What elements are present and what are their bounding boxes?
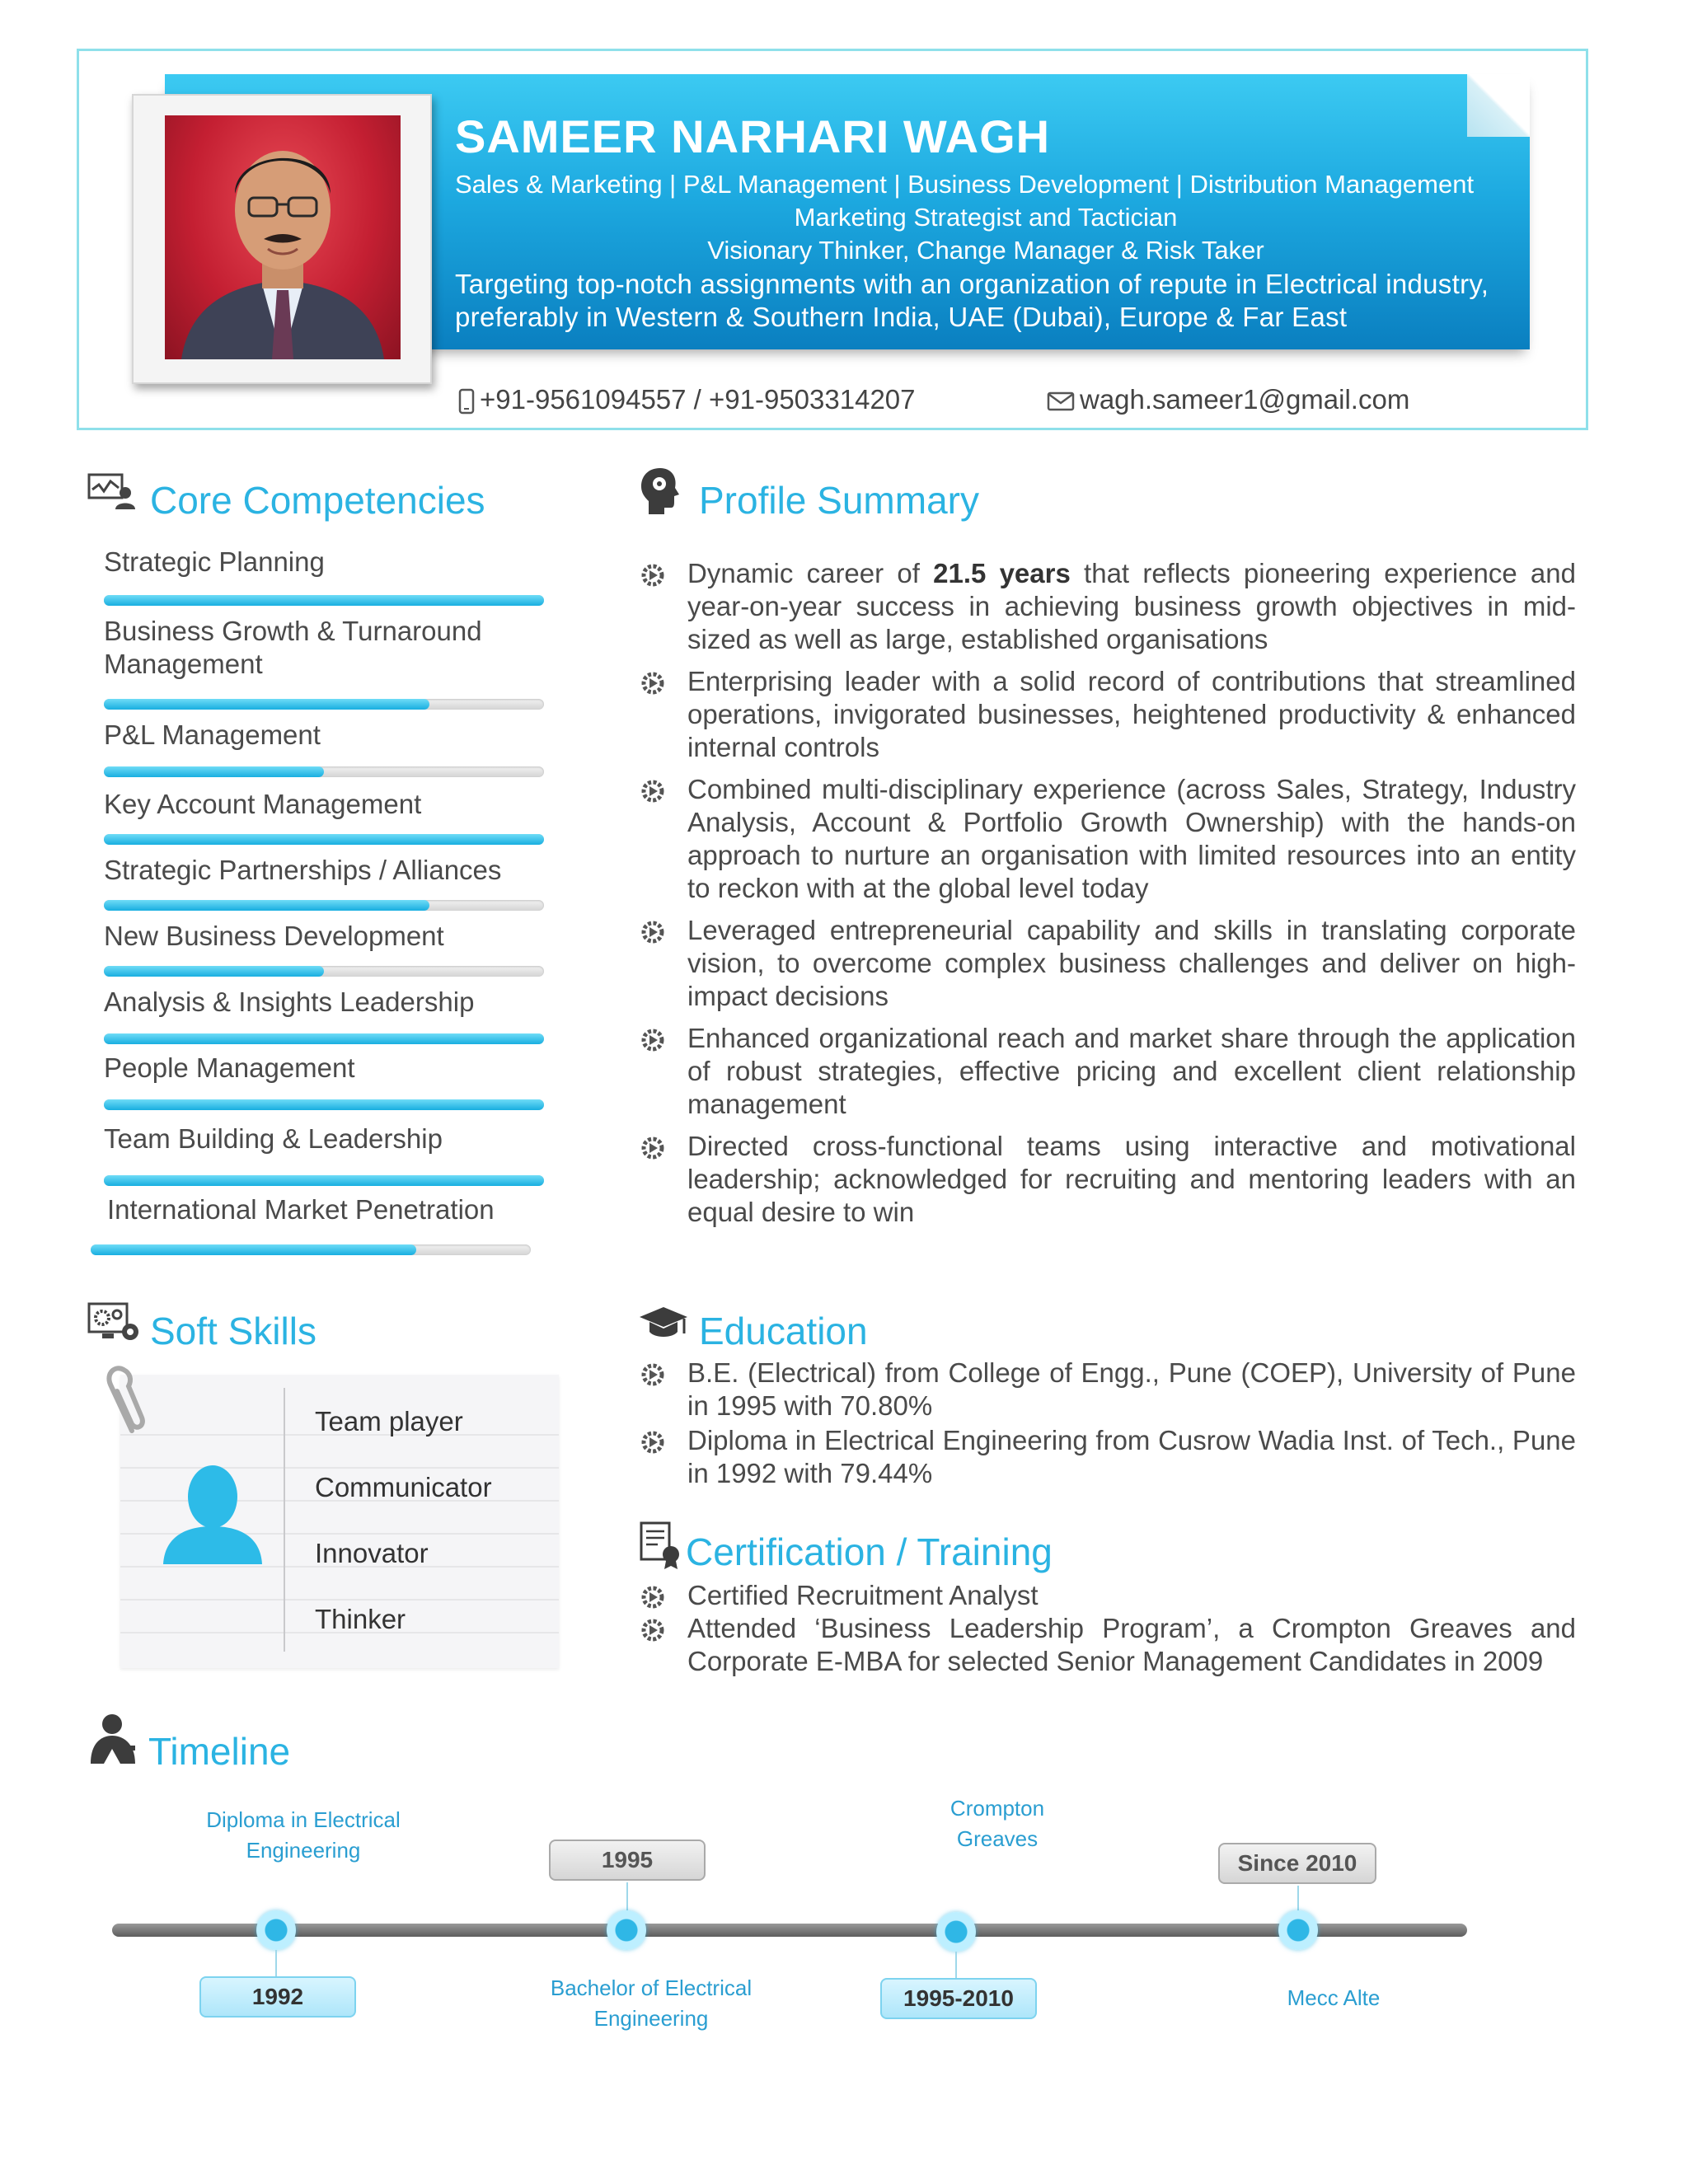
gear-bullet-icon [641,1586,664,1609]
candidate-name: SAMEER NARHARI WAGH [455,110,1051,162]
competency-label [104,1052,355,1085]
competency-progress-bar [104,966,544,977]
soft-skill-item: Communicator [315,1472,492,1502]
education-list [641,1357,1576,1492]
bullet-highlight: 21.5 years [933,558,1071,588]
gear-bullet-icon [641,780,664,803]
competency-label [104,920,444,953]
timeline-connector [955,1952,957,1981]
bullet-text: Dynamic career of [687,558,934,588]
competency-progress-bar [104,1099,544,1110]
competency-label [104,986,474,1019]
mobile-phone-icon [458,388,475,415]
profile-summary-list [641,557,1576,1238]
competency-label [104,546,325,579]
competency-label-text: New Business Development [104,921,444,951]
competency-label-text: International Market Penetration [107,1194,495,1225]
timeline-label-bottom: Mecc Alte [1287,1985,1381,2010]
competency-label-text: Analysis & Insights Leadership [104,987,475,1017]
card-divider [284,1388,285,1652]
bullet-item [641,1022,1576,1121]
bullet-text: Enterprising leader with a solid record of contributions that streamlined operations, invigorated businesses, heightened productivity & enhanced internal controls [687,666,1576,762]
competency-label-text: Management [104,649,263,679]
competency-progress-bar [104,1175,544,1186]
profile-photo [165,115,401,359]
gear-bullet-icon [641,564,664,587]
competency-label [104,615,482,681]
gear-bullet-icon [641,1137,664,1160]
gear-bullet-icon [641,921,664,944]
header-objective-1: Targeting top-notch assignments with an organization of repute in Electrical industry, [455,269,1489,299]
bullet-text: Combined multi-disciplinary experience (across Sales, Strategy, Industry Analysis, Account & Portfolio Growth Ownership) with the hands-on approach to nurture an organisation with limited resources into an entity to reckon with at the global level today [687,774,1576,903]
competency-progress-fill [104,1033,544,1044]
competency-label-text: Strategic Partnerships / Alliances [104,855,502,885]
competency-label-text: Team Building & Leadership [104,1123,443,1154]
timeline-track [112,1924,1467,1937]
person-portrait-icon [165,115,401,359]
bullet-item [641,773,1576,905]
timeline-year-box: 1995-2010 [880,1978,1037,2019]
timeline-label-bottom: Bachelor of Electrical Engineering [550,1975,753,2031]
header-tagline-1: Marketing Strategist and Tactician [794,203,1178,232]
timeline-heading: Timeline [148,1730,291,1773]
competency-label-text: People Management [104,1052,355,1083]
timeline-node [1278,1910,1318,1950]
bullet-item [641,557,1576,656]
phone-numbers: +91-9561094557 / +91-9503314207 [480,384,916,415]
bullet-item [641,914,1576,1013]
email-address[interactable]: wagh.sameer1@gmail.com [1080,384,1410,415]
paperclip-icon [99,1360,152,1437]
soft-skills-heading: Soft Skills [150,1310,316,1352]
education-heading: Education [699,1310,868,1352]
timeline-year-box: 1992 [199,1976,356,2018]
bullet-text: Enhanced organizational reach and market share through the application of robust strategies, effective pricing and excellent client relationship management [687,1023,1576,1119]
bullet-text: Directed cross-functional teams using interactive and motivational leadership; acknowledged for recruiting and mentoring leaders with an equal desire to win [687,1131,1576,1227]
monitor-gears-icon [87,1302,140,1345]
competency-label [107,1193,495,1226]
email-contact [1047,384,1409,415]
bullet-item [641,1612,1576,1678]
head-thinking-icon [640,466,681,516]
timeline-year-box: Since 2010 [1218,1843,1376,1884]
competency-progress-fill [104,1175,544,1186]
competency-label [104,788,421,821]
header-specialisations: Sales & Marketing | P&L Management | Business Development | Distribution Management [455,170,1475,199]
competency-progress-fill [104,966,324,977]
certificate-icon [640,1521,682,1571]
core-competencies-heading: Core Competencies [150,479,485,522]
timeline-node [607,1910,646,1950]
timeline-year-box: 1995 [549,1840,706,1881]
competency-progress-bar [91,1244,531,1255]
competency-progress-fill [104,1099,544,1110]
competency-label [104,1122,443,1155]
timeline-label-top: Crompton Greaves [950,1796,1045,1851]
competency-progress-fill [104,595,544,606]
soft-skill-item: Innovator [315,1538,429,1568]
bullet-text: Attended ‘Business Leadership Program’, a Crompton Greaves and Corporate E-MBA for selected Senior Management Candidates in 2009 [687,1613,1576,1676]
timeline-label-top: Diploma in Electrical Engineering [206,1807,401,1863]
competency-progress-fill [91,1244,416,1255]
user-timeline-icon [87,1713,138,1764]
competency-progress-bar [104,900,544,911]
gear-bullet-icon [641,1431,664,1454]
envelope-icon [1047,391,1075,411]
competency-label-text: Business Growth & Turnaround [104,616,482,646]
competency-progress-bar [104,834,544,845]
bullet-item [641,1357,1576,1422]
timeline-node [256,1910,296,1950]
competency-label [104,854,501,887]
bullet-item [641,1130,1576,1229]
competency-progress-bar [104,595,544,606]
bullet-text: that reflects pioneering experience and year-on-year success in achieving business growth objectives in mid-sized as well as large, established organisations [687,558,1576,654]
timeline-connector [275,1950,277,1980]
bullet-text: B.E. (Electrical) from College of Engg., Pune (COEP), University of Pune in 1995 with 70.80% [687,1357,1576,1421]
competency-progress-fill [104,834,544,845]
certification-heading: Certification / Training [686,1530,1053,1573]
gear-bullet-icon [641,672,664,695]
phone-contact [458,384,916,415]
card-rule [120,1599,559,1601]
profile-summary-heading: Profile Summary [699,479,979,522]
certification-list [641,1579,1576,1678]
competency-progress-fill [104,900,429,911]
competency-label [104,719,321,752]
soft-skill-item: Thinker [315,1604,406,1634]
bullet-item [641,1424,1576,1490]
bullet-item [641,665,1576,764]
timeline-node [936,1912,976,1952]
competency-label-text: P&L Management [104,719,321,750]
competency-progress-fill [104,766,324,777]
graduation-cap-icon [638,1305,689,1342]
user-avatar-icon [162,1464,264,1564]
timeline-connector [626,1882,628,1912]
bullet-text: Certified Recruitment Analyst [687,1580,1039,1610]
competency-progress-bar [104,766,544,777]
header-objective-2: preferably in Western & Southern India, UAE (Dubai), Europe & Far East [455,302,1348,332]
competency-label-text: Strategic Planning [104,546,325,577]
bullet-item [641,1579,1576,1612]
bullet-text: Diploma in Electrical Engineering from Cusrow Wadia Inst. of Tech., Pune in 1992 with 79.44% [687,1425,1576,1488]
competency-label-text: Key Account Management [104,789,422,819]
gear-bullet-icon [641,1363,664,1386]
competency-progress-bar [104,1033,544,1044]
competency-progress-fill [104,699,429,710]
competency-progress-bar [104,699,544,710]
presentation-chart-icon [87,473,135,511]
gear-bullet-icon [641,1029,664,1052]
gear-bullet-icon [641,1619,664,1642]
bullet-text: Leveraged entrepreneurial capability and skills in translating corporate vision, to overcome complex business challenges and deliver on high-impact decisions [687,915,1576,1011]
soft-skill-item: Team player [315,1406,463,1436]
header-tagline-2: Visionary Thinker, Change Manager & Risk Taker [707,236,1264,265]
